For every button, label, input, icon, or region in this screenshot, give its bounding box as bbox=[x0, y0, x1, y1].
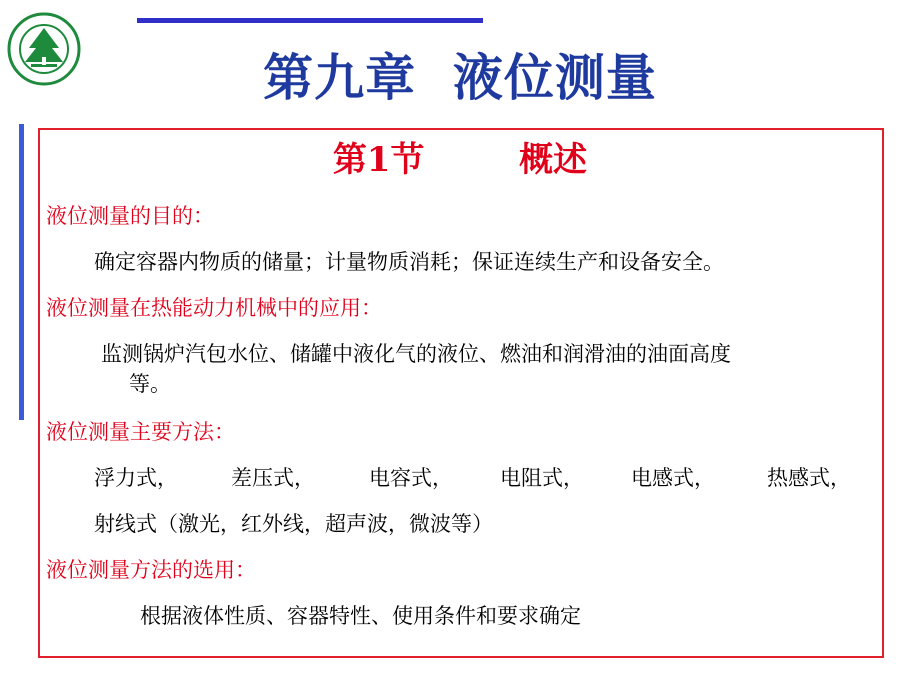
methods-heading: 液位测量主要方法： bbox=[46, 420, 235, 444]
chapter-title: 第九章 液位测量 bbox=[263, 49, 657, 107]
method-buoyancy: 浮力式， bbox=[94, 466, 178, 490]
method-capacitive: 电容式， bbox=[369, 466, 453, 490]
purpose-heading: 液位测量的目的： bbox=[46, 204, 214, 228]
application-heading: 液位测量在热能动力机械中的应用： bbox=[46, 296, 382, 320]
methods-line2: 射线式（激光，红外线，超声波，微波等） bbox=[94, 512, 493, 536]
top-decorative-bar bbox=[137, 18, 483, 23]
section-title: 第1节 概述 bbox=[332, 140, 588, 180]
method-inductive: 电感式， bbox=[631, 466, 715, 490]
method-resistive: 电阻式， bbox=[500, 466, 584, 490]
application-text-line1: 监测锅炉汽包水位、储罐中液化气的液位、燃油和润滑油的油面高度 bbox=[101, 342, 731, 366]
selection-text: 根据液体性质、容器特性、使用条件和要求确定 bbox=[140, 604, 581, 628]
method-thermal: 热感式， bbox=[767, 466, 851, 490]
purpose-text: 确定容器内物质的储量；计量物质消耗；保证连续生产和设备安全。 bbox=[94, 250, 724, 274]
method-differential-pressure: 差压式， bbox=[231, 466, 315, 490]
selection-heading: 液位测量方法的选用： bbox=[46, 558, 256, 582]
application-text-line2: 等。 bbox=[129, 372, 171, 396]
